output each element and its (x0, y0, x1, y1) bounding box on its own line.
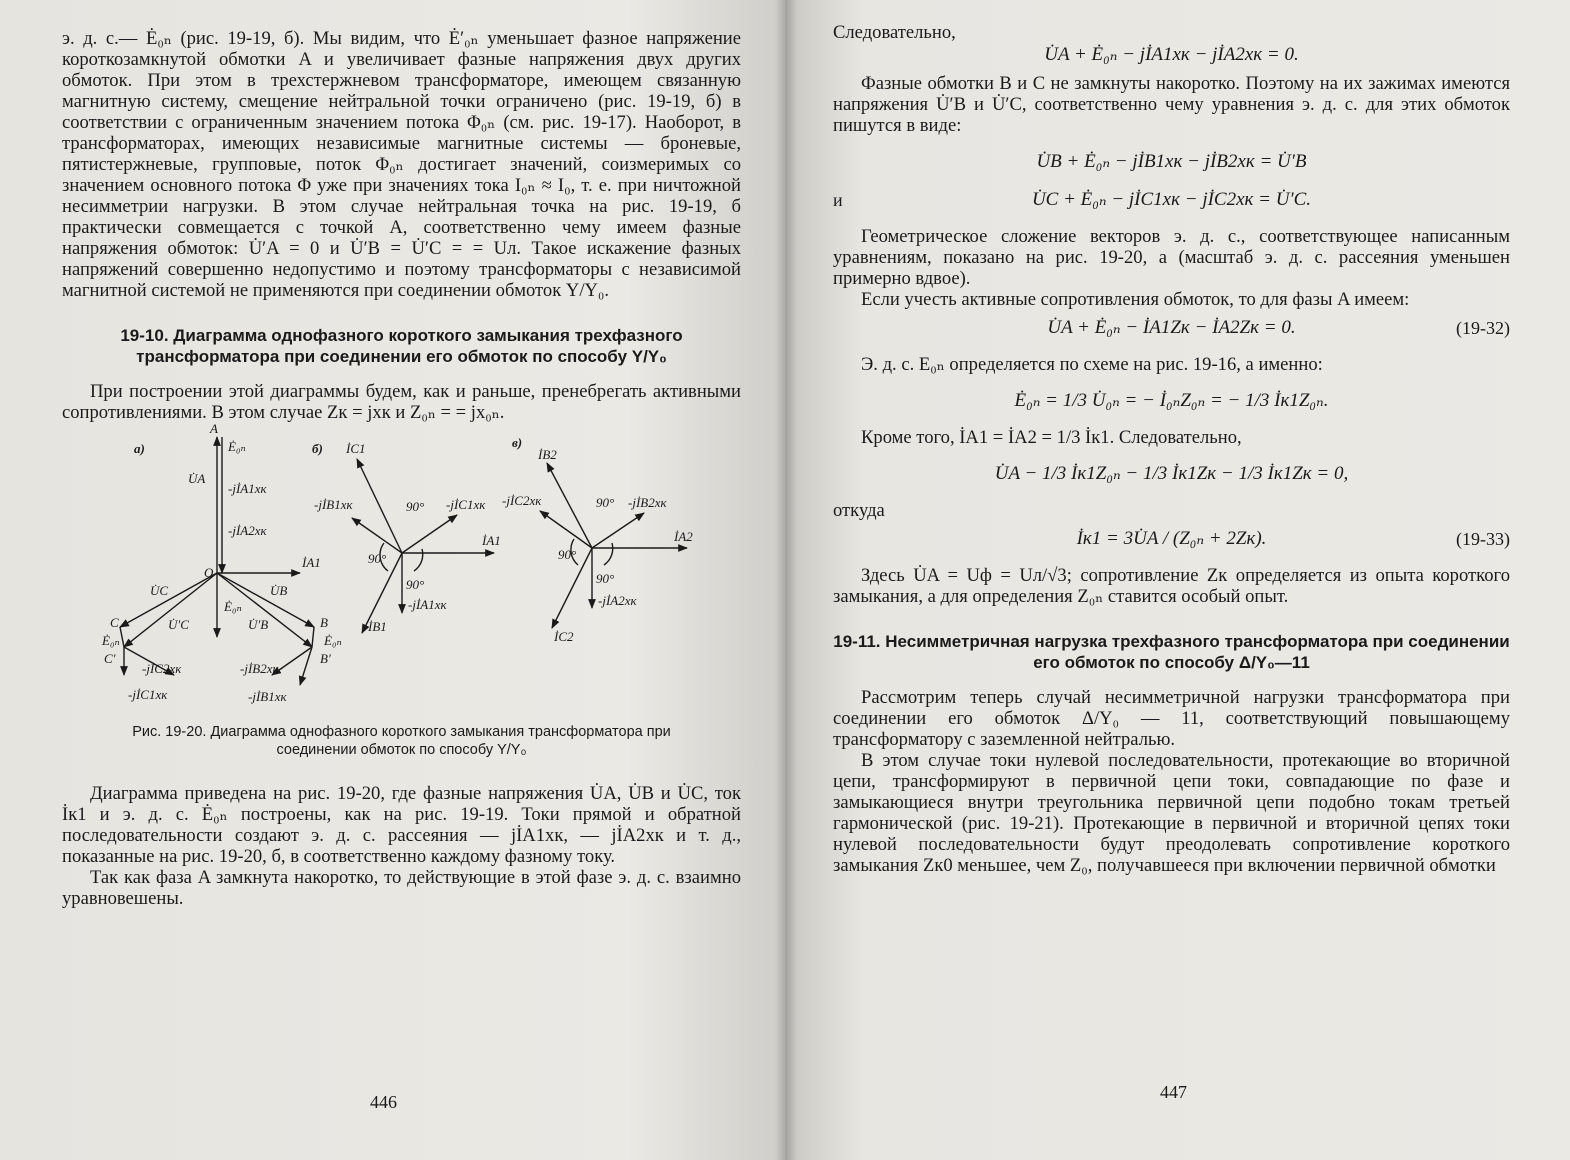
equation-7-number: (19-33) (1456, 529, 1510, 549)
vector-E0n-B (312, 627, 314, 647)
label-a-IA1: İA1 (302, 555, 321, 570)
right-paragraph-1: Фазные обмотки B и C не замкнуты накоротко. Поэтому на их зажимах имеются напряжения U̇′B и U̇′C, соответственно чему уравнения э. д. с. для этих обмоток пишутся в виде: (833, 73, 1510, 136)
label-c: в) (512, 435, 523, 450)
book-gutter (775, 0, 797, 1160)
label-a-E0n-left: Ė₀ₙ (102, 633, 120, 648)
label-a-jIB1: -jİB1xк (248, 689, 287, 704)
label-a-jIA1: -jİA1xк (228, 481, 267, 496)
label-a: а) (134, 441, 145, 456)
label-a-E0n-top: Ė₀ₙ (228, 439, 246, 454)
right-paragraph-6: Здесь U̇A = Uф = Uл/√3; сопротивление Zк определяется из опыта короткого замыкания, а для определения Z₀ₙ ставится особый опыт. (833, 565, 1510, 607)
label-a-O: O (204, 565, 214, 580)
vector-c-IB2 (547, 463, 592, 548)
equation-4-row (833, 316, 1510, 340)
label-c-jIC2: -jİC2xк (502, 493, 542, 508)
equation-3: U̇C + Ė₀ₙ − jİC1xк − jİC2xк = U̇′C. (1031, 189, 1312, 210)
label-a-jIB2: -jİB2xк (240, 661, 279, 676)
vector-jIB1 (300, 647, 312, 685)
right-page (785, 0, 1570, 1160)
label-a-UC: U̇C (150, 583, 169, 598)
figure-caption: Рис. 19-20. Диаграмма однофазного короткого замыкания трансформатора при соединении обмоток по способу Y/Y₀ (132, 724, 671, 758)
vector-b-jIB1 (352, 518, 402, 553)
equation-5: Ė₀ₙ = 1/3 U̇₀ₙ = − İ₀ₙZ₀ₙ = − 1/3 İк1Z₀ₙ. (1014, 390, 1329, 411)
right-paragraph-3: Если учесть активные сопротивления обмоток, то для фазы A имеем: (861, 289, 1410, 310)
label-c-ang2: 90° (558, 547, 577, 562)
right-paragraph-4: Э. д. с. E₀ₙ определяется по схеме на рис. 19-16, а именно: (861, 354, 1323, 375)
label-a-Bp: B′ (320, 651, 331, 666)
word-and: и (833, 190, 843, 210)
equation-4-number: (19-32) (1456, 318, 1510, 338)
section-heading-19-11: 19-11. Несимметричная нагрузка трехфазного трансформатора при соединении его обмоток по способу Δ/Y₀—11 (833, 632, 1510, 672)
vector-c-jIC2 (540, 511, 592, 548)
equation-7-row (833, 527, 1510, 551)
left-paragraph-4: Так как фаза A замкнута накоротко, то действующие в этой фазе э. д. с. взаимно уравновешены. (62, 867, 741, 909)
label-b-ang1: 90° (406, 499, 425, 514)
label-a-UpC: U̇′C (168, 617, 189, 632)
right-line-1: Следовательно, (833, 22, 956, 43)
label-a-Cp: C′ (104, 651, 116, 666)
vector-E0n-C (120, 627, 124, 647)
label-b: б) (312, 441, 323, 456)
label-b-ang3: 90° (406, 577, 425, 592)
label-c-IB2: İB2 (538, 447, 557, 462)
label-a-jIC1: -jİC1xк (128, 687, 168, 702)
label-a-jIA2: -jİA2xк (228, 523, 267, 538)
label-a-A: A (210, 423, 218, 436)
label-a-UB: U̇B (270, 583, 288, 598)
label-a-E0n-mid: Ė₀ₙ (224, 599, 242, 614)
label-b-IB1: İB1 (368, 619, 387, 634)
page-number-right: 447 (1160, 1082, 1187, 1102)
label-c-ang1: 90° (596, 495, 615, 510)
label-a-jIC2: -jİC2xк (142, 661, 182, 676)
label-b-jIA1: -jİA1xк (408, 597, 447, 612)
left-paragraph-1: э. д. с.— Ė₀ₙ (рис. 19-19, б). Мы видим, что Ė′₀ₙ уменьшает фазное напряжение короткозамкнутой обмотки A и увеличивает фазные напряжения двух других обмоток. При этом в трехстержневом трансформаторе, имеющем связанную магнитную систему, смещение нейтральной точки ограничено (рис. 19-19, б) в соответствии с ограниченным значением потока Φ₀ₙ (см. рис. 19-17). Наоборот, в трансформаторах, имеющих независимые магнитные системы — броневые, пятистержневые, групповые, поток Φ₀ₙ достигает значений, соизмеримых со значением основного потока Φ уже при значениях тока I₀ₙ ≈ I₀, т. е. при ничтожной несимметрии нагрузки. В этом случае нейтральная точка на рис. 19-19, б практически совмещается с точкой A, соответственно чему имеем фазные напряжения обмоток: U̇′A = 0 и U̇′B = U̇′C = = Uл. Такое искажение фазных напряжений совершенно недопустимо и поэтому трансформаторы с независимой магнитной системой не применяются при соединении обмоток Y/Y₀. (62, 28, 741, 301)
left-paragraph-2: При построении этой диаграммы будем, как и раньше, пренебрегать активными сопротивлениями. В этом случае Zк = jxк и Z₀ₙ = = jx₀ₙ. (62, 381, 741, 423)
label-a-UA: U̇A (188, 471, 206, 486)
equation-7: İк1 = 3U̇A / (Z₀ₙ + 2Zк). (1076, 528, 1267, 549)
arc-b-2 (414, 549, 423, 571)
right-paragraph-7: Рассмотрим теперь случай несимметричной нагрузки трансформатора при соединении его обмоток Δ/Y₀ — 11, соответствующий повышающему трансформатору с заземленной нейтралью. (833, 687, 1510, 750)
vector-c-jIB2 (592, 513, 644, 548)
label-c-jIB2: -jİB2xк (628, 495, 667, 510)
label-a-UpB: U̇′B (248, 617, 269, 632)
vector-b-IC1 (357, 459, 402, 553)
left-paragraph-3: Диаграмма приведена на рис. 19-20, где фазные напряжения U̇A, U̇B и U̇C, ток İк1 и э. д. с. Ė₀ₙ построены, как на рис. 19-19. Токи прямой и обратной последовательности создают э. д. с. рассеяния — jİA1xк, — jİA2xк и т. д., показанные на рис. 19-20, б, в соответственно каждому фазному току. (62, 783, 741, 867)
right-paragraph-5: Кроме того, İA1 = İA2 = 1/3 İк1. Следовательно, (861, 427, 1242, 448)
label-c-IC2: İC2 (554, 629, 574, 644)
equation-4: U̇A + Ė₀ₙ − İA1Zк − İA2Zк = 0. (1047, 317, 1296, 338)
arc-c-2 (604, 543, 613, 565)
figure-19-20 (62, 423, 742, 723)
page-number-left: 446 (370, 1092, 397, 1112)
equation-1: U̇A + Ė₀ₙ − jİA1xк − jİA2xк = 0. (1044, 44, 1299, 65)
equation-6: U̇A − 1/3 İк1Z₀ₙ − 1/3 İк1Zк − 1/3 İк1Zк = 0, (994, 463, 1349, 484)
label-b-IC1: İC1 (346, 441, 366, 456)
vector-UpC (124, 573, 217, 647)
right-paragraph-2: Геометрическое сложение векторов э. д. с., соответствующее написанным уравнениям, показано на рис. 19-20, а (масштаб э. д. с. рассеяния уменьшен примерно вдвое). (833, 226, 1510, 289)
right-paragraph-8: В этом случае токи нулевой последовательности, протекающие во вторичной цепи, трансформируют в первичной цепи токи, совпадающие по фазе и замыкающиеся внутри треугольника первичной цепи подобно токам третьей гармонической (рис. 19-21). Протекающие в первичной и вторичной цепях токи нулевой последовательности будут преодолевать сопротивление короткого замыкания Zк0 меньшее, чем Z₀, получавшееся при включении первичной обмотки (833, 750, 1510, 876)
word-otkuda: откуда (833, 500, 885, 521)
vector-b-jIC1 (402, 515, 457, 553)
equation-2: U̇B + Ė₀ₙ − jİB1xк − jİB2xк = U̇′B (1036, 151, 1307, 172)
label-a-B: B (320, 615, 328, 630)
label-b-ang2: 90° (368, 551, 387, 566)
section-heading-19-10: 19-10. Диаграмма однофазного короткого замыкания трехфазного трансформатора при соединении его обмоток по способу Y/Y₀ (120, 326, 683, 366)
equation-3-row (833, 188, 1510, 212)
label-b-jIC1: -jİC1xк (446, 497, 486, 512)
label-b-jIB1: -jİB1xк (314, 497, 353, 512)
label-c-ang3: 90° (596, 571, 615, 586)
label-b-IA1: İA1 (482, 533, 501, 548)
label-a-E0n-right: Ė₀ₙ (324, 633, 342, 648)
label-c-IA2: İA2 (674, 529, 693, 544)
label-a-C: C (110, 615, 119, 630)
label-c-jIA2: -jİA2xк (598, 593, 637, 608)
